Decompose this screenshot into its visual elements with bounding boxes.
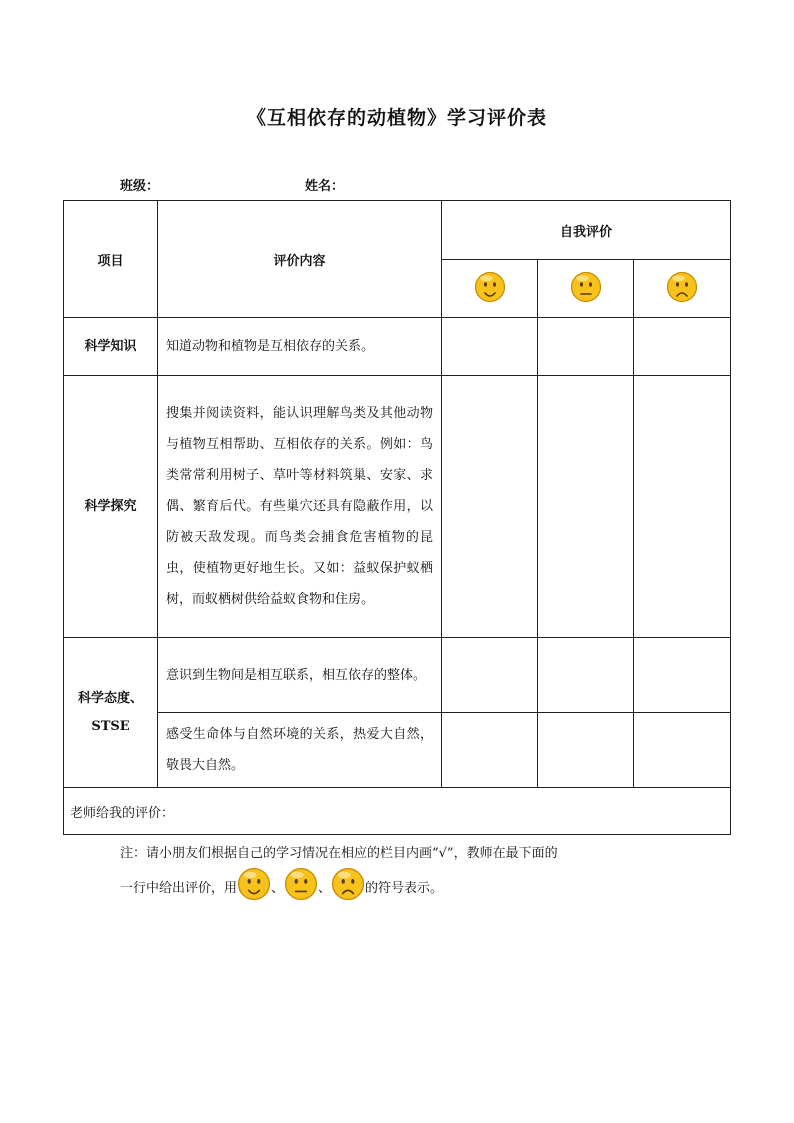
content-inquiry: 搜集并阅读资料，能认识理解鸟类及其他动物与植物互相帮助、互相依存的关系。例如：鸟类常常利用树子、草叶等材料筑巢、安家、求偶、繁育后代。有些巢穴还具有隐蔽作用，以防被天敌发现。而鸟类会捕食危害植物的昆虫，使植物更好地生长。又如：益蚁保护蚁栖树，而蚁栖树供给益蚁食物和住房。 [158, 376, 442, 638]
note-separator: 、 [318, 880, 332, 896]
evaluation-table [63, 200, 731, 835]
check-cell[interactable] [538, 713, 634, 788]
header-self-eval: 自我评价 [442, 201, 731, 260]
name-label: 姓名： [305, 179, 345, 194]
teacher-evaluation[interactable]: 老师给我的评价： [64, 788, 731, 835]
smiley-sad-icon [331, 867, 365, 905]
content-attitude-1: 意识到生物间是相互联系，相互依存的整体。 [158, 638, 442, 713]
check-cell[interactable] [634, 318, 731, 376]
check-cell[interactable] [634, 713, 731, 788]
category-inquiry: 科学探究 [64, 376, 158, 638]
check-cell[interactable] [538, 318, 634, 376]
note-prefix: 一行中给出评价，用 [120, 880, 238, 896]
check-cell[interactable] [634, 376, 731, 638]
smiley-sad-icon [666, 271, 698, 307]
category-knowledge: 科学知识 [64, 318, 158, 376]
class-label: 班级： [120, 179, 160, 194]
note-line-2 [120, 868, 443, 904]
smiley-happy-icon [474, 271, 506, 307]
check-cell[interactable] [442, 638, 538, 713]
page-title: 《互相依存的动植物》学习评价表 [246, 107, 547, 129]
check-cell[interactable] [442, 713, 538, 788]
note-suffix: 的符号表示。 [365, 880, 444, 896]
check-cell[interactable] [538, 376, 634, 638]
smiley-neutral-icon [570, 271, 602, 307]
header-content: 评价内容 [158, 201, 442, 318]
note-separator: 、 [271, 880, 285, 896]
face-cell-neutral [538, 260, 634, 318]
content-attitude-2: 感受生命体与自然环境的关系，热爱大自然，敬畏大自然。 [158, 713, 442, 788]
content-knowledge: 知道动物和植物是互相依存的关系。 [158, 318, 442, 376]
smiley-happy-icon [237, 867, 271, 905]
check-cell[interactable] [634, 638, 731, 713]
face-cell-happy [442, 260, 538, 318]
category-attitude: 科学态度、STSE [64, 638, 158, 788]
check-cell[interactable] [442, 376, 538, 638]
smiley-neutral-icon [284, 867, 318, 905]
note-line-1: 注：请小朋友们根据自己的学习情况在相应的栏目内画“√”，教师在最下面的 [120, 846, 558, 861]
header-item: 项目 [64, 201, 158, 318]
check-cell[interactable] [442, 318, 538, 376]
check-cell[interactable] [538, 638, 634, 713]
face-cell-sad [634, 260, 731, 318]
